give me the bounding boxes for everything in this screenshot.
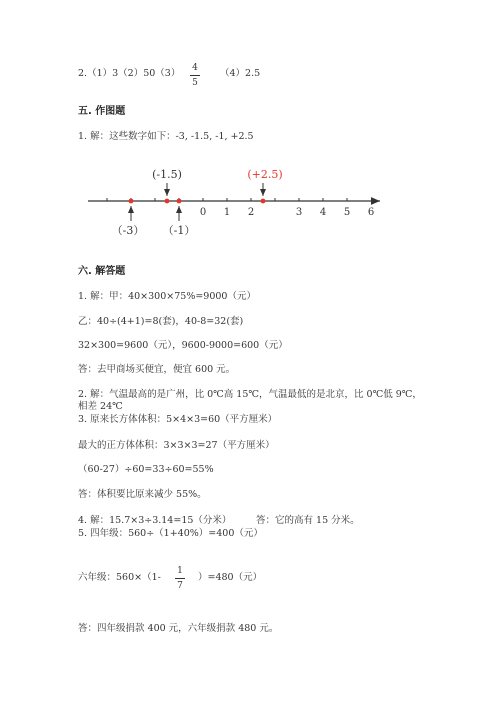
fraction-denominator: 7 (177, 581, 183, 591)
fraction-bar (175, 578, 185, 579)
answer-line-a9: （60-27）÷60=33÷60=55% (78, 464, 214, 475)
fraction-numerator: 4 (192, 63, 198, 73)
label-minus-1: （-1） (162, 224, 196, 237)
fraction-numerator: 1 (177, 566, 183, 576)
point-plus-2-5 (261, 199, 266, 204)
answer-line-a5: 2. 解：气温最高的是广州，比 0℃高 15℃，气温最低的是北京，比 0℃低 9℃， (78, 389, 422, 400)
label-minus-3: （-3） (111, 224, 145, 237)
point-minus-3 (129, 199, 134, 204)
label-minus-1-5: (-1.5) (152, 168, 182, 181)
number-line-figure (0, 165, 500, 255)
point-minus-1 (177, 199, 182, 204)
tick-label-0: 0 (199, 207, 207, 218)
answer-line-a11-right: 答：它的高有 15 分米。 (256, 515, 360, 526)
tick-label-4: 4 (319, 207, 327, 218)
answer-line-a2: 乙：40÷(4+1)=8(套)，40-8=32(套) (78, 316, 244, 327)
fraction-one-seventh (174, 566, 186, 591)
answer-line-a7: 3. 原来长方体体积：5×4×3=60（平方厘米） (78, 414, 278, 425)
answer-line-a8: 最大的正方体体积：3×3×3=27（平方厘米） (78, 440, 275, 451)
answer-line-a10: 答：体积要比原来减少 55%。 (78, 489, 207, 500)
tick-label-5: 5 (343, 207, 351, 218)
section-heading-6: 六. 解答题 (78, 266, 126, 277)
answer-line-a4: 答：去甲商场买便宜，便宜 600 元。 (78, 364, 236, 375)
fraction-four-fifths (189, 63, 201, 88)
tick-label-3: 3 (295, 207, 303, 218)
tick-label-2: 2 (247, 207, 255, 218)
answer-line-a6: 相差 24℃ (78, 401, 123, 412)
label-plus-2-5: (+2.5) (247, 168, 283, 181)
answer-line-a13-left: 六年级：560×（1- (78, 572, 161, 583)
point-minus-1-5 (165, 199, 170, 204)
answer-line-a12: 5. 四年级：560÷（1+40%）=400（元） (78, 528, 263, 539)
answer-line-a11-left: 4. 解：15.7×3÷3.14=15（分米） (78, 515, 232, 526)
tick-label-6: 6 (367, 207, 375, 218)
answer-line-s5-1: 1. 解：这些数字如下：-3, -1.5, -1, +2.5 (78, 131, 254, 142)
answer-line-a13-right: ）=480（元） (198, 572, 263, 583)
answer-line-2b: （4）2.5 (220, 68, 261, 79)
fraction-denominator: 5 (192, 78, 198, 88)
section-heading-5: 五. 作图题 (78, 106, 126, 117)
answer-line-a3: 32×300=9600（元），9600-9000=600（元） (78, 340, 288, 351)
fraction-bar (190, 75, 200, 76)
answer-line-a14: 答：四年级捐款 400 元，六年级捐款 480 元。 (78, 623, 279, 634)
answer-line-2a: 2.（1）3（2）50（3） (78, 68, 181, 79)
answer-line-a1: 1. 解：甲：40×300×75%=9000（元） (78, 291, 256, 302)
tick-label-1: 1 (223, 207, 231, 218)
